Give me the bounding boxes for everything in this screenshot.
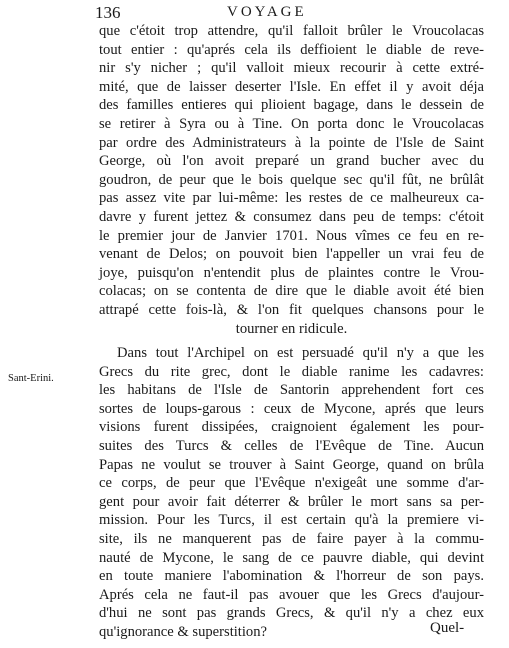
text-line: venant de Delos; on pouvoit bien l'appeller un vrai feu de (99, 246, 484, 263)
text-line: tout entier : qu'aprés cela ils deffioient le diable de reve- (99, 41, 484, 58)
text-line: Papas ne voulut se trouver à Saint George, quand on brûla (99, 456, 484, 473)
text-line: qu'ignorance & superstition? (99, 624, 267, 640)
margin-note: Sant-Erini. (8, 373, 54, 384)
text-line: nir s'y nicher ; qu'il valloit mieux recourir à cette extré- (99, 60, 484, 77)
running-head: VOYAGE (227, 4, 307, 20)
text-line: joye, puisqu'on n'entendit plus de plaintes contre le Vrou- (99, 264, 484, 281)
text-line: sortes de loups-garous : ceux de Mycone, aprés que leurs (99, 400, 484, 417)
text-line: ce corps, de peur que l'Evêque n'exigeât une somme d'ar- (99, 475, 484, 492)
text-line: goudron, de peur que le bois quelque sec qu'il fût, ne brûlât (99, 171, 484, 188)
text-line: en toute maniere l'abomination & l'horreur de son pays. (99, 568, 484, 585)
text-line: Dans tout l'Archipel on est persuadé qu'il n'y a que les (117, 345, 484, 362)
paragraph-1 (99, 22, 484, 338)
paragraph-2 (99, 344, 484, 642)
text-line: nauté de Mycone, le sang de ce pauvre diable, qui devint (99, 549, 484, 566)
text-line: George, où l'on avoit preparé un grand bucher avec du (99, 153, 484, 170)
text-line: le premier jour de Janvier 1701. Nous vîmes ce feu en re- (99, 227, 484, 244)
text-line: Aprés cela ne faut-il pas avouer que les Grecs d'aujour- (99, 586, 484, 603)
text-line: mité, que de laisser deserter l'Isle. En effet il y avoit déja (99, 78, 484, 95)
text-line: par ordre des Administrateurs à la pointe de l'Isle de Saint (99, 134, 484, 151)
text-line: d'hui ne sont pas grands Grecs, & qu'il n'y a chez eux (99, 605, 484, 622)
text-line: colacas; on se contenta de dire que le diable avoit été bien (99, 283, 484, 300)
text-line: site, ils ne manquerent pas de faire payer à la commu- (99, 531, 484, 548)
text-line: davre y furent jettez & consumez dans peu de temps: c'étoit (99, 208, 484, 225)
text-line: les habitans de l'Isle de Santorin apprehendent fort ces (99, 382, 484, 399)
text-line: tourner en ridicule. (235, 320, 348, 337)
text-line: attrapé cette fois-là, & l'on fit quelques chansons pour le (99, 301, 484, 318)
text-line: se retirer à Syra ou à Tine. On porta donc le Vroucolacas (99, 115, 484, 132)
text-line: suites des Turcs & celles de l'Evêque de Tine. Aucun (99, 438, 484, 455)
catchword: Quel- (430, 620, 465, 636)
text-line: mission. Pour les Turcs, il est certain qu'à la premiere vi- (99, 512, 484, 529)
text-line: visions furent dissipées, craignoient également les pour- (99, 419, 484, 436)
text-line: gent pour avoir fait déterrer & brûler le mort sans sa per- (99, 493, 484, 510)
text-line: des familles entieres qui plioient bagage, dans le dessein de (99, 97, 484, 114)
page-number: 136 (95, 3, 121, 22)
text-line: Grecs du rite grec, dont le diable ranime les cadavres: (99, 363, 484, 380)
text-line: pas assez vite par lui-même: les restes de ce malheureux ca- (99, 190, 484, 207)
text-line: que c'étoit trop attendre, qu'il falloit brûler le Vroucolacas (99, 23, 484, 39)
body-text (99, 22, 484, 642)
